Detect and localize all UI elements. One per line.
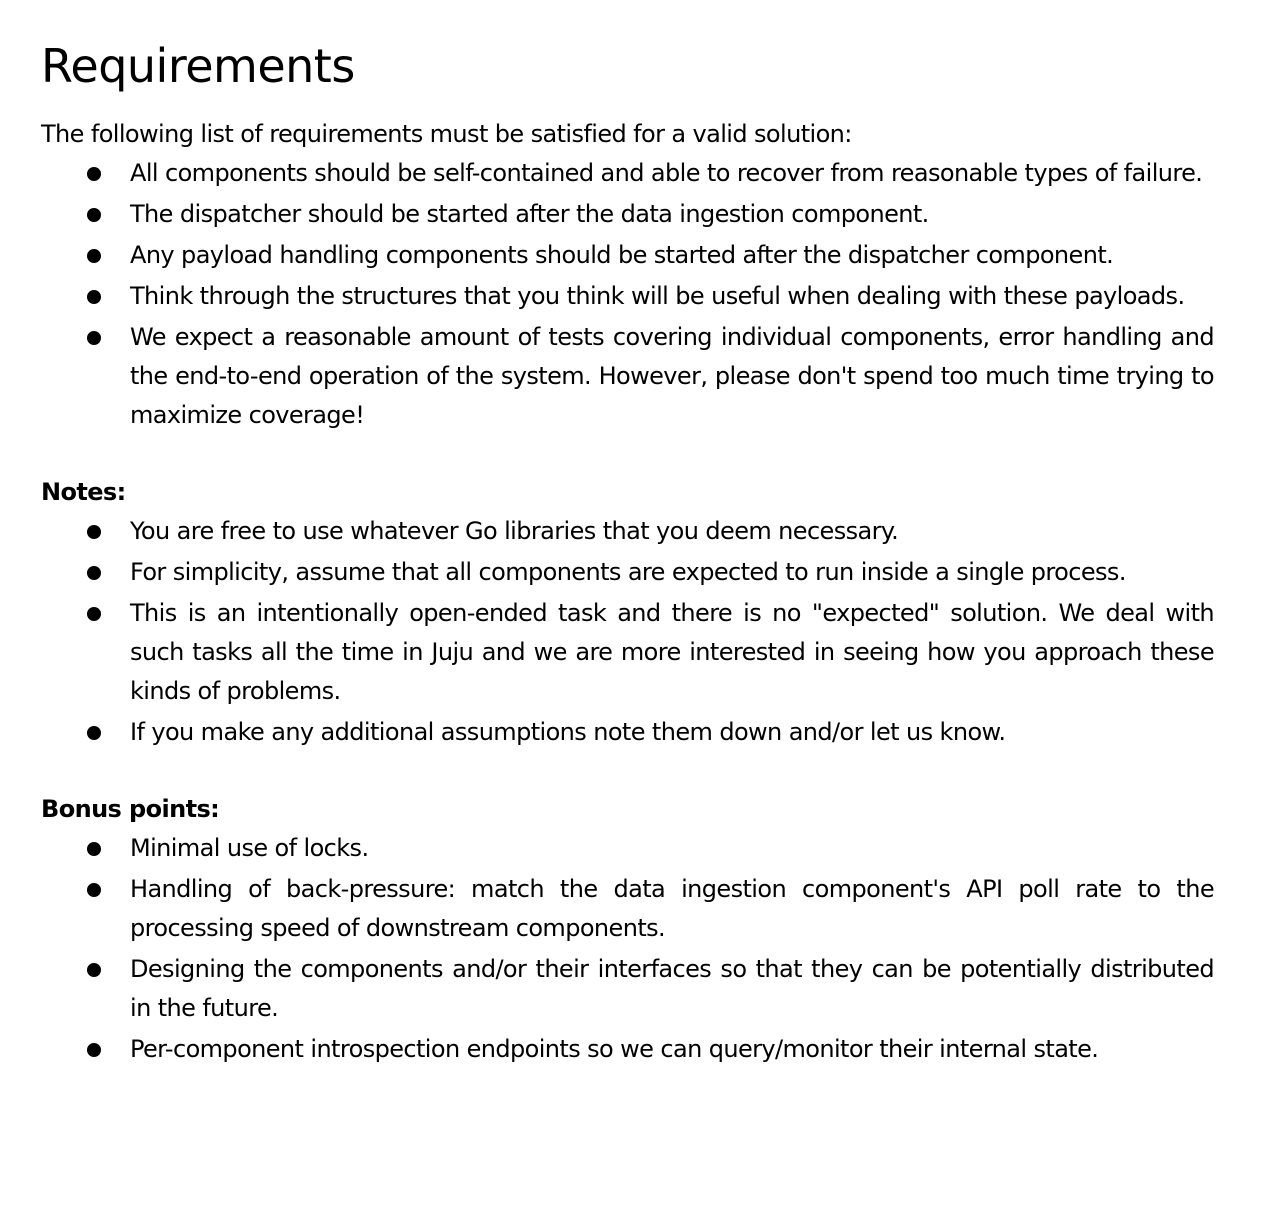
list-item — [41, 277, 1214, 316]
list-item-text: Any payload handling components should be started after the dispatcher component. — [130, 241, 1114, 269]
list-item-text: Per-component introspection endpoints so we can query/monitor their internal state. — [130, 1035, 1099, 1063]
list-item — [41, 1030, 1214, 1069]
list-item — [41, 195, 1214, 234]
list-item — [41, 318, 1214, 435]
list-item — [41, 594, 1214, 711]
list-item — [41, 870, 1214, 948]
bullet-icon — [87, 607, 101, 621]
list-item-text: Minimal use of locks. — [130, 834, 369, 862]
page-title: Requirements — [41, 39, 355, 93]
bullet-icon — [87, 331, 101, 345]
notes-heading: Notes: — [41, 478, 126, 506]
bullet-icon — [87, 167, 101, 181]
bonus-list — [41, 829, 1214, 1069]
list-item-text: We expect a reasonable amount of tests covering individual components, error handling and the end-to-end operation of the system. However, please don't spend too much time trying to maximize coverage! — [130, 323, 1214, 429]
bullet-icon — [87, 963, 101, 977]
bullet-icon — [87, 842, 101, 856]
list-item — [41, 553, 1214, 592]
bullet-icon — [87, 726, 101, 740]
bullet-icon — [87, 208, 101, 222]
list-item-text: This is an intentionally open-ended task and there is no "expected" solution. We deal with such tasks all the time in Juju and we are more interested in seeing how you approach these kinds of problems. — [130, 599, 1214, 705]
bullet-icon — [87, 566, 101, 580]
list-item — [41, 950, 1214, 1028]
list-item — [41, 236, 1214, 275]
list-item — [41, 154, 1214, 193]
list-item — [41, 713, 1214, 752]
bullet-icon — [87, 525, 101, 539]
list-item-text: All components should be self-contained and able to recover from reasonable types of failure. — [130, 159, 1203, 187]
requirements-intro: The following list of requirements must be satisfied for a valid solution: — [41, 120, 852, 148]
list-item-text: Designing the components and/or their interfaces so that they can be potentially distributed in the future. — [130, 955, 1214, 1022]
notes-list — [41, 512, 1214, 752]
list-item-text: You are free to use whatever Go libraries that you deem necessary. — [130, 517, 899, 545]
list-item — [41, 829, 1214, 868]
list-item-text: For simplicity, assume that all components are expected to run inside a single process. — [130, 558, 1126, 586]
list-item-text: If you make any additional assumptions note them down and/or let us know. — [130, 718, 1006, 746]
bonus-heading: Bonus points: — [41, 795, 220, 823]
list-item-text: The dispatcher should be started after the data ingestion component. — [130, 200, 929, 228]
bullet-icon — [87, 1043, 101, 1057]
section-spacer — [41, 437, 1214, 472]
bullet-icon — [87, 290, 101, 304]
list-item-text: Think through the structures that you think will be useful when dealing with these payloads. — [130, 282, 1185, 310]
list-item — [41, 512, 1214, 551]
list-item-text: Handling of back-pressure: match the data ingestion component's API poll rate to the processing speed of downstream components. — [130, 875, 1214, 942]
section-spacer — [41, 754, 1214, 789]
requirements-list — [41, 154, 1214, 435]
bullet-icon — [87, 249, 101, 263]
bullet-icon — [87, 883, 101, 897]
